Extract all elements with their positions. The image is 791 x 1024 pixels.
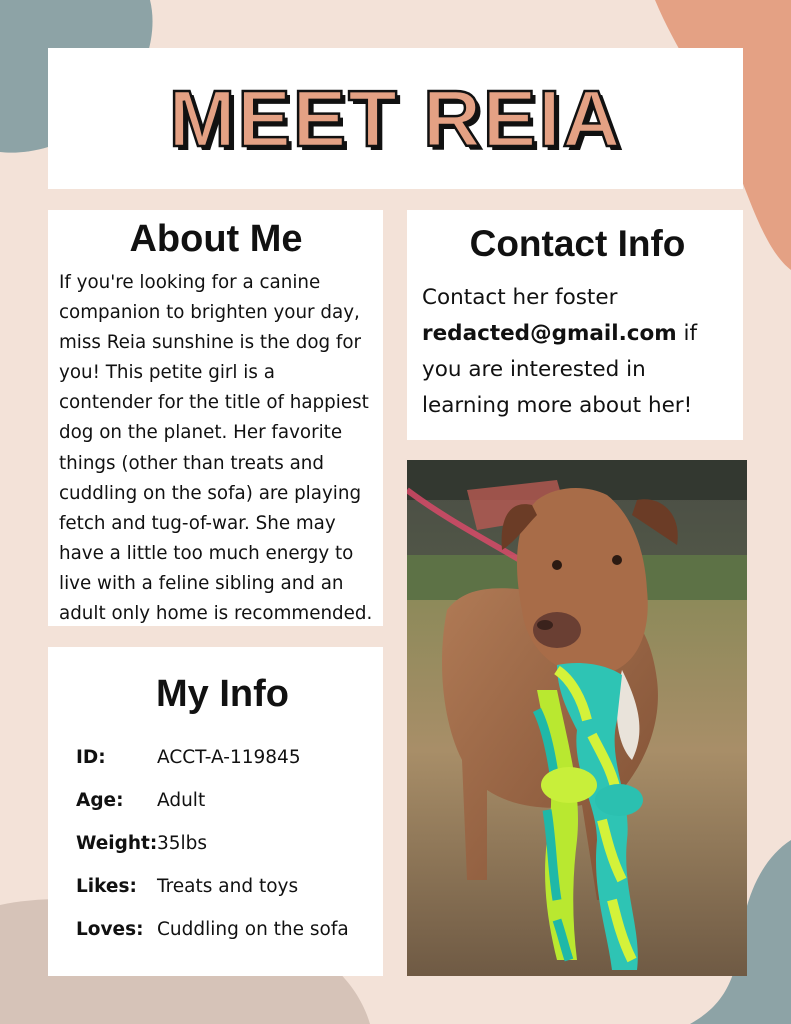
about-me-text: If you're looking for a canine companion to brighten your day, miss Reia sunshine is the dog for you! This petite girl is a contender for the title of happiest dog on the planet. Her favorite things (other than treats and cuddling on the sofa) are playing fetch and tug-of-war. She may have a little too much energy to live with a feline sibling and an adult only home is recommended. (59, 272, 373, 625)
contact-info-text (422, 280, 733, 424)
info-label: ID: (76, 747, 106, 768)
title-banner (48, 48, 743, 189)
info-label: Loves: (76, 919, 144, 940)
info-row-id (76, 747, 369, 790)
my-info-heading: My Info (156, 673, 289, 715)
info-label: Likes: (76, 876, 137, 897)
info-value: Cuddling on the sofa (157, 919, 349, 940)
info-label: Age: (76, 790, 124, 811)
info-value: Treats and toys (157, 876, 299, 897)
my-info-card (48, 647, 383, 976)
info-label: Weight: (76, 833, 158, 854)
info-row-weight (76, 833, 369, 876)
foster-email-link[interactable]: redacted@gmail.com (422, 321, 677, 346)
info-list (76, 747, 369, 962)
info-row-likes (76, 876, 369, 919)
dog-photo (407, 460, 747, 976)
info-value: ACCT-A-119845 (157, 747, 301, 768)
contact-text-before: Contact her foster (422, 285, 618, 310)
contact-text-after: if you are interested in learning more about her! (422, 321, 698, 418)
about-me-card (48, 210, 383, 626)
info-row-age (76, 790, 369, 833)
contact-info-card (407, 210, 743, 440)
info-row-loves (76, 919, 369, 962)
page-title: MEET REIA (168, 73, 623, 163)
dog-photo-illustration (407, 460, 747, 976)
about-me-heading: About Me (129, 218, 303, 260)
contact-info-heading: Contact Info (469, 223, 686, 264)
info-value: Adult (157, 790, 206, 811)
info-value: 35lbs (157, 833, 208, 854)
